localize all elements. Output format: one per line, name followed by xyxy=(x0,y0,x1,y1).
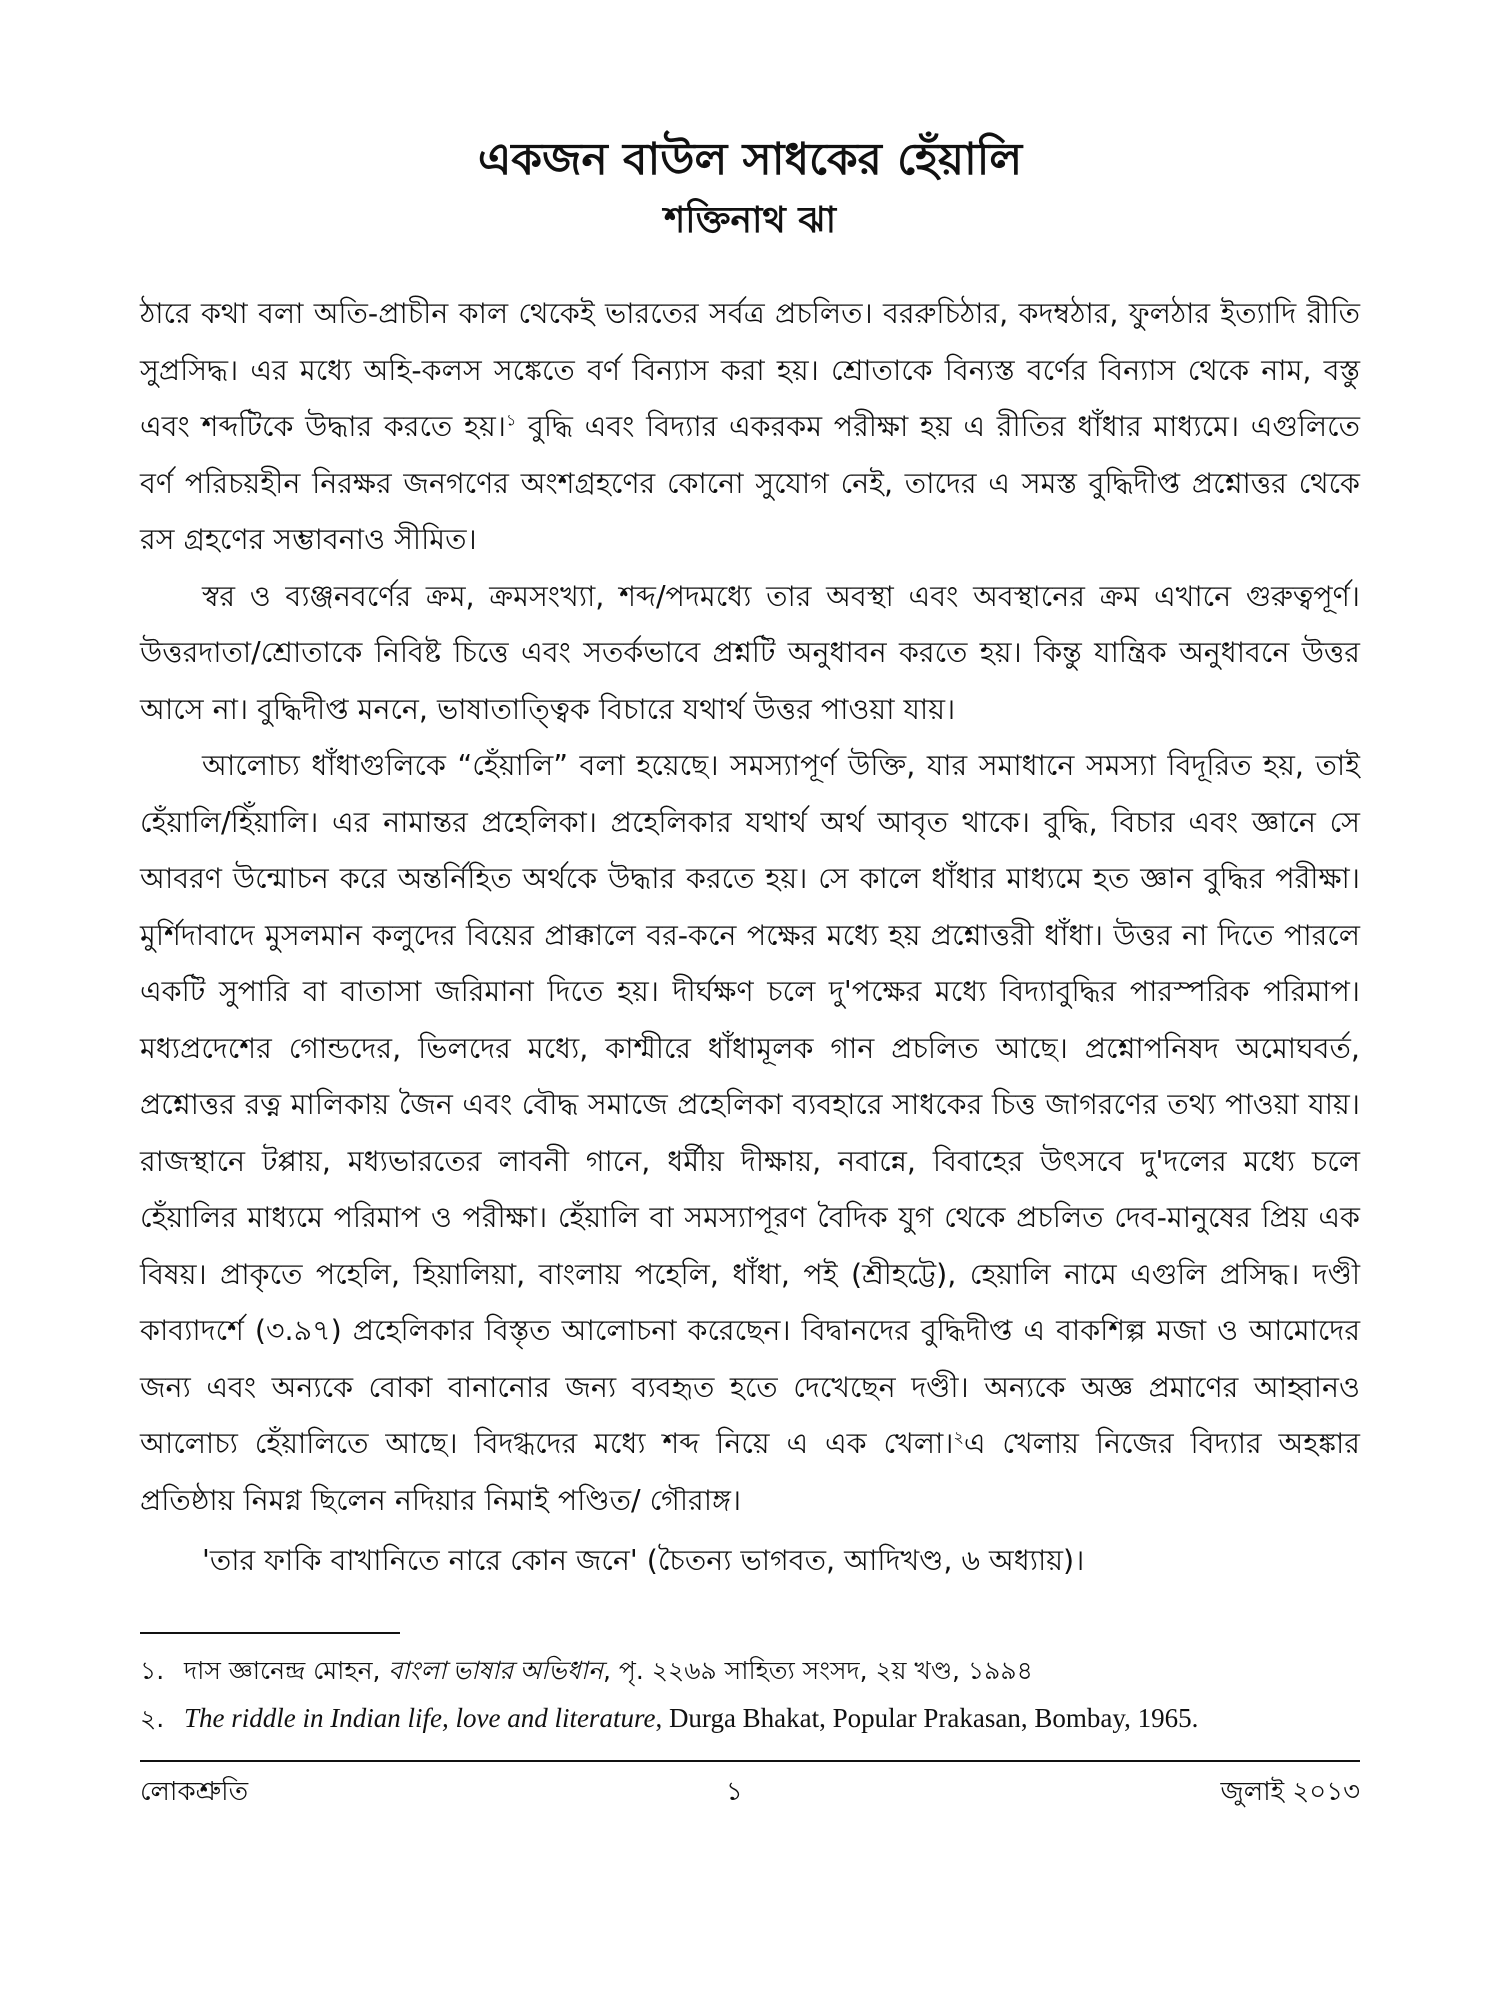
journal-name: লোকশ্রুতি xyxy=(140,1776,249,1807)
paragraph-1 xyxy=(140,286,1360,569)
footnote-number: ১. xyxy=(140,1655,165,1685)
footnote-ref-2: ২ xyxy=(953,1427,964,1447)
footnote-1 xyxy=(140,1648,1360,1695)
issue-date: জুলাই ২০১৩ xyxy=(1220,1776,1360,1807)
footnote-number: ২. xyxy=(140,1703,165,1733)
footnote-details: , Durga Bhakat, Popular Prakasan, Bombay, 1965. xyxy=(655,1702,1199,1733)
page-footer xyxy=(140,1772,1360,1812)
footer-divider xyxy=(140,1760,1360,1762)
author-name: শক্তিনাথ ঝা xyxy=(663,200,837,241)
paragraph-text-cont: বুদ্ধি এবং বিদ্যার একরকম পরীক্ষা হয় এ রীতির ধাঁধার মাধ্যমে। এগুলিতে বর্ণ পরিচয়হীন নিরক্ষর জনগণের অংশগ্রহণের কোনো সুযোগ নেই, তাদের এ সমস্ত বুদ্ধিদীপ্ত প্রশ্নোত্তর থেকে রস গ্রহণের সম্ভাবনাও সীমিত। xyxy=(140,410,1360,556)
page-number: ১ xyxy=(725,1776,743,1807)
footnote-divider xyxy=(140,1632,400,1634)
footnote-details: , পৃ. ২২৬৯ সাহিত্য সংসদ, ২য় খণ্ড, ১৯৯৪ xyxy=(602,1655,1033,1685)
footnote-2 xyxy=(140,1695,1360,1742)
footnote-ref-1: ১ xyxy=(505,410,517,430)
quote-line: 'তার ফাকি বাখানিতে নারে কোন জনে' (চৈতন্য ভাগবত, আদিখণ্ড, ৬ অধ্যায়)। xyxy=(202,1544,1085,1577)
paragraph-text: আলোচ্য ধাঁধাগুলিকে “হেঁয়ালি” বলা হয়েছে। সমস্যাপূর্ণ উক্তি, যার সমাধানে সমস্যা বিদূরিত হয়, তাই হেঁয়ালি/হিঁয়ালি। এর নামান্তর প্রহেলিকা। প্রহেলিকার যথার্থ অর্থ আবৃত থাকে। বুদ্ধি, বিচার এবং জ্ঞানে সে আবরণ উন্মোচন করে অন্তর্নিহিত অর্থকে উদ্ধার করতে হয়। সে কালে ধাঁধার মাধ্যমে হত জ্ঞান বুদ্ধির পরীক্ষা। মুর্শিদাবাদে মুসলমান কলুদের বিয়ের প্রাক্কালে বর-কনে পক্ষের মধ্যে হয় প্রশ্নোত্তরী ধাঁধা। উত্তর না দিতে পারলে একটি সুপারি বা বাতাসা জরিমানা দিতে হয়। দীর্ঘক্ষণ চলে দু'পক্ষের মধ্যে বিদ্যাবুদ্ধির পারস্পরিক পরিমাপ। মধ্যপ্রদেশের গোন্ডদের, ভিলদের মধ্যে, কাশ্মীরে ধাঁধামূলক গান প্রচলিত আছে। প্রশ্নোপনিষদ অমোঘবর্ত, প্রশ্নোত্তর রত্ন মালিকায় জৈন এবং বৌদ্ধ সমাজে প্রহেলিকা ব্যবহারে সাধকের চিত্ত জাগরণের তথ্য পাওয়া যায়। রাজস্থানে টপ্পায়, মধ্যভারতের লাবনী গানে, ধর্মীয় দীক্ষায়, নবান্নে, বিবাহের উৎসবে দু'দলের মধ্যে চলে হেঁয়ালির মাধ্যমে পরিমাপ ও পরীক্ষা। হেঁয়ালি বা সমস্যাপূরণ বৈদিক যুগ থেকে প্রচলিত দেব-মানুষের প্রিয় এক বিষয়। প্রাকৃতে পহেলি, হিয়ালিয়া, বাংলায় পহেলি, ধাঁধা, পই (শ্রীহট্টে), হেয়ালি নামে এগুলি প্রসিদ্ধ। দণ্ডী কাব্যাদর্শে (৩.৯৭) প্রহেলিকার বিস্তৃত আলোচনা করেছেন। বিদ্বানদের বুদ্ধিদীপ্ত এ বাকশিল্প মজা ও আমোদের জন্য এবং অন্যকে বোকা বানানোর জন্য ব্যবহৃত হতে দেখেছেন দণ্ডী। অন্যকে অজ্ঞ প্রমাণের আহ্বানও আলোচ্য হেঁয়ালিতে আছে। বিদগ্ধদের মধ্যে শব্দ নিয়ে এ এক খেলা। xyxy=(140,749,1360,1460)
footnote-book-title: The riddle in Indian life, love and literature xyxy=(184,1702,656,1733)
footnote-book-title: বাংলা ভাষার অভিধান xyxy=(388,1657,603,1685)
footnote-author: দাস জ্ঞানেন্দ্র মোহন, xyxy=(184,1655,389,1685)
article-body xyxy=(140,286,1360,1590)
paragraph-3 xyxy=(140,738,1360,1529)
paragraph-2: স্বর ও ব্যঞ্জনবর্ণের ক্রম, ক্রমসংখ্যা, শব্দ/পদমধ্যে তার অবস্থা এবং অবস্থানের ক্রম এখানে গুরুত্বপূর্ণ। উত্তরদাতা/শ্রোতাকে নিবিষ্ট চিত্তে এবং সতর্কভাবে প্রশ্নটি অনুধাবন করতে হয়। কিন্তু যান্ত্রিক অনুধাবনে উত্তর আসে না। বুদ্ধিদীপ্ত মননে, ভাষাতাত্ত্বিক বিচারে যথার্থ উত্তর পাওয়া যায়। xyxy=(140,579,1360,726)
document-page xyxy=(140,130,1360,1950)
article-title: একজন বাউল সাধকের হেঁয়ালি xyxy=(477,134,1023,185)
paragraph-text: ঠারে কথা বলা অতি-প্রাচীন কাল থেকেই ভারতের সর্বত্র প্রচলিত। বররুচিঠার, কদম্বঠার, ফুলঠার ইত্যাদি রীতি সুপ্রসিদ্ধ। এর মধ্যে অহি-কলস সঙ্কেতে বর্ণ বিন্যাস করা হয়। শ্রোতাকে বিন্যস্ত বর্ণের বিন্যাস থেকে নাম, বস্তু এবং শব্দটিকে উদ্ধার করতে হয়। xyxy=(140,297,1360,443)
paragraph-text-cont: এ খেলায় নিজের বিদ্যার অহঙ্কার প্রতিষ্ঠায় নিমগ্ন ছিলেন নদিয়ার নিমাই পণ্ডিত/ গৌরাঙ্গ। xyxy=(140,1427,1360,1517)
